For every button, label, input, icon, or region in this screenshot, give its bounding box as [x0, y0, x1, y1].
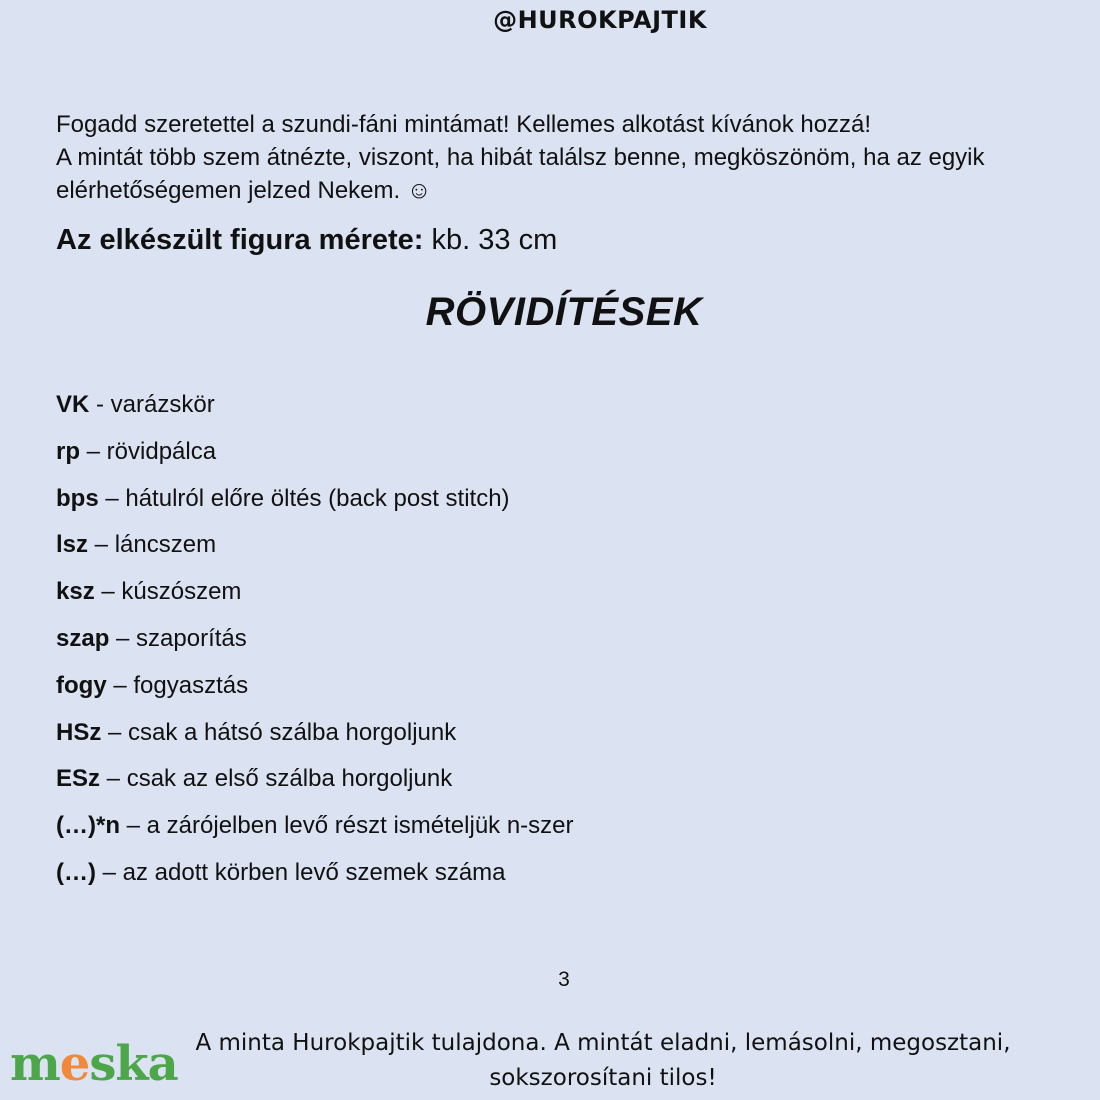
abbreviation-desc: – a zárójelben levő részt ismételjük n-szer — [119, 812, 574, 840]
intro-line-1: Fogadd szeretettel a szundi-fáni mintámat! Kellemes alkotást kívánok hozzá! — [56, 111, 872, 138]
abbreviation-desc: – rövidpálca — [80, 437, 217, 465]
abbreviation-term: ESz — [56, 765, 101, 793]
page-number: 3 — [558, 968, 570, 991]
figure-size-label: Az elkészült figura mérete: — [56, 224, 424, 256]
abbreviation-item — [56, 854, 574, 901]
abbreviation-item — [56, 573, 574, 620]
abbreviation-term: bps — [56, 484, 99, 512]
abbreviation-term: HSz — [56, 718, 102, 746]
abbreviations-title: RÖVIDÍTÉSEK — [425, 290, 703, 334]
abbreviation-item — [56, 667, 574, 714]
abbreviation-term: (…) — [56, 858, 96, 886]
abbreviation-term: fogy — [56, 671, 107, 699]
copyright-line-2: sokszorosítani tilos! — [489, 1065, 717, 1091]
abbreviation-item — [56, 526, 574, 573]
abbreviation-term: VK — [56, 391, 90, 418]
intro-line-2: A mintát több szem átnézte, viszont, ha hibát találsz benne, megköszönöm, ha az egyik elérhetőségemen jelzed Nekem. ☺ — [56, 144, 985, 204]
abbreviation-desc: - varázskör — [89, 391, 215, 418]
abbreviation-item — [56, 480, 574, 527]
abbreviation-desc: – csak a hátsó szálba horgoljunk — [101, 718, 457, 746]
copyright-notice — [170, 1026, 1036, 1096]
abbreviation-term: ksz — [56, 578, 95, 606]
logo-letter-e: e — [59, 1036, 90, 1092]
abbreviation-item — [56, 620, 574, 667]
abbreviation-term: szap — [56, 624, 110, 652]
abbreviation-desc: – kúszószem — [94, 578, 242, 606]
logo-letters-ska: ska — [89, 1036, 178, 1092]
copyright-line-1: A minta Hurokpajtik tulajdona. A mintát eladni, lemásolni, megosztani, — [195, 1030, 1011, 1056]
abbreviation-list — [56, 386, 574, 901]
abbreviation-item — [56, 433, 574, 480]
abbreviation-item — [56, 807, 574, 854]
abbreviation-item — [56, 714, 574, 761]
figure-size-value: kb. 33 cm — [431, 224, 558, 256]
abbreviation-item — [56, 386, 574, 433]
abbreviation-desc: – hátulról előre öltés (back post stitch) — [98, 484, 510, 512]
abbreviation-term: lsz — [56, 531, 89, 559]
author-handle: @HUROKPAJTIK — [493, 6, 707, 34]
figure-size — [56, 224, 557, 257]
abbreviation-item — [56, 760, 574, 807]
abbreviation-desc: – szaporítás — [109, 624, 247, 652]
abbreviation-desc: – csak az első szálba horgoljunk — [100, 765, 453, 793]
abbreviation-term: (…)*n — [56, 812, 120, 840]
intro-text — [56, 108, 1046, 207]
meska-logo — [10, 1036, 178, 1092]
abbreviation-desc: – fogyasztás — [106, 671, 249, 699]
logo-letter-m: m — [10, 1036, 60, 1092]
abbreviation-desc: – láncszem — [88, 531, 217, 559]
abbreviation-desc: – az adott körben levő szemek száma — [95, 858, 506, 886]
abbreviation-term: rp — [56, 437, 80, 465]
